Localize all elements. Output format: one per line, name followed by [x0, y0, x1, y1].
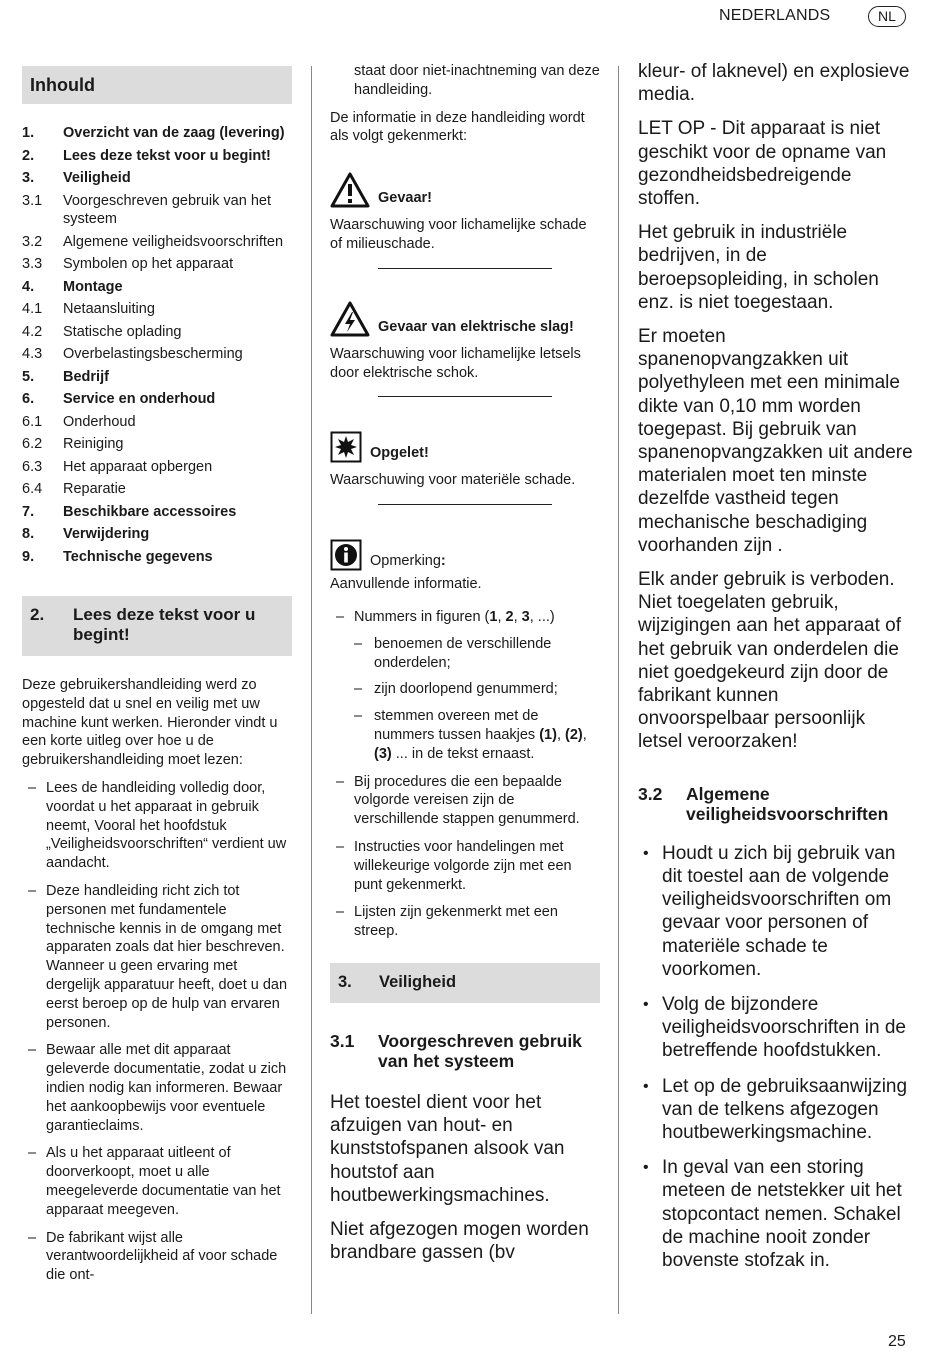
- language-badge: NL: [868, 6, 906, 27]
- toc-title: Inhould: [22, 66, 292, 104]
- toc-item-number: 6.: [22, 391, 35, 407]
- toc-item-label: Service en onderhoud: [63, 391, 216, 407]
- safety-bullets: [638, 842, 913, 1272]
- toc-item-number: 4.3: [22, 346, 43, 362]
- toc-item-number: 4.2: [22, 323, 43, 340]
- list-item: – Bij procedures die een bepaalde volgorde vereisen zijn de verschillende stappen genummerd.: [330, 773, 600, 829]
- conventions-list: [330, 608, 600, 627]
- list-item: – Als u het apparaat uitleent of doorverkoopt, moet u alle meegeleverde documentatie van het apparaat meegeven.: [22, 1144, 292, 1219]
- info-icon: [330, 539, 362, 571]
- toc-item-label: Overbelastingsbescherming: [63, 346, 243, 362]
- toc-item-number: 3.2: [22, 233, 43, 250]
- toc-item-number: 4.: [22, 278, 35, 295]
- toc-item-number: 5.: [22, 368, 35, 385]
- toc-item-number: 8.: [22, 526, 35, 542]
- paragraph: Elk ander gebruik is verboden. Niet toegelaten gebruik, wijzigingen aan het apparaat of het gebruik van onderdelen die niet goedgekeurd zijn door de fabrikant kunnen onvoorspelbaar persoonlijk letsel veroorzaken!: [638, 569, 902, 753]
- list-item: • Let op de gebruiksaanwijzing van de telkens afgezogen houtbewerkingsmachine.: [638, 1075, 913, 1145]
- toc-item-label: Reiniging: [63, 436, 124, 452]
- page-number: 25: [888, 1333, 906, 1350]
- list-item: – Instructies voor handelingen met willekeurige volgorde zijn met een punt gekenmerkt.: [330, 838, 600, 894]
- symbol-label: Gevaar!: [378, 190, 433, 207]
- section-number: 3.1: [330, 1030, 355, 1051]
- caution-burst-icon: [330, 431, 362, 463]
- symbol-electric: [330, 301, 600, 337]
- toc-item: [22, 458, 292, 477]
- electric-shock-icon: [330, 301, 370, 337]
- toc-item: [22, 323, 292, 342]
- toc-item: [22, 169, 292, 188]
- paragraph: Het gebruik in industriële bedrijven, in de beroepsopleiding, in scholen enz. is niet toegestaan.: [638, 222, 879, 313]
- toc-item: [22, 345, 292, 364]
- toc-item: [22, 192, 292, 229]
- toc-item: [22, 503, 292, 522]
- section-title: Voorgeschreven gebruik van het systeem: [378, 1030, 582, 1071]
- toc-item-label: Algemene veiligheidsvoorschriften: [63, 233, 284, 250]
- toc-item-label: Technische gegevens: [63, 548, 213, 565]
- toc-item-label: Montage: [63, 278, 123, 295]
- toc-item: [22, 390, 292, 409]
- list-item: – Bewaar alle met dit apparaat geleverde documentatie, zodat u zich indien nodig kan informeren. Bewaar het aankoopbewijs voor eventuele garantieclaims.: [22, 1041, 292, 1135]
- section-number: 3.2: [638, 783, 663, 804]
- section-3-1-heading: [330, 1031, 600, 1071]
- table-of-contents: [22, 124, 292, 566]
- symbol-label: Opgelet!: [370, 445, 429, 462]
- section-number: 2.: [30, 605, 45, 624]
- section-number: 3.: [338, 972, 352, 991]
- toc-item: [22, 525, 292, 544]
- section-3-heading: [330, 963, 600, 1003]
- paragraph: kleur- of laknevel) en explosieve media.: [638, 61, 910, 106]
- symbol-info: [330, 539, 600, 571]
- symbol-label: Gevaar van elektrische slag!: [378, 318, 574, 335]
- toc-item: [22, 255, 292, 274]
- paragraph: Er moeten spanenopvangzakken uit polyethyleen met een minimale dikte van 0,10 mm worden toegepast. Bij gebruik van spanenopvangzakken uit andere materialen moet ten minste dezelfde vastheid tegen mechanische beschadiging voorhanden zijn .: [638, 326, 913, 556]
- list-item: – benoemen de verschillende onderdelen;: [330, 635, 600, 673]
- list-item: • Volg de bijzondere veiligheidsvoorschriften in de betreffende hoofdstukken.: [638, 993, 913, 1063]
- divider: [378, 268, 552, 269]
- divider: [378, 396, 552, 397]
- toc-item-label: Voorgeschreven gebruik van het systeem: [63, 192, 271, 227]
- toc-item-label: Netaansluiting: [63, 301, 155, 317]
- toc-item-number: 6.2: [22, 436, 43, 452]
- toc-item: [22, 435, 292, 454]
- toc-item-label: Bedrijf: [63, 368, 109, 385]
- list-item: – zijn doorlopend genummerd;: [330, 680, 600, 699]
- toc-item: [22, 480, 292, 499]
- marking-intro: De informatie in deze handleiding wordt als volgt gekenmerkt:: [330, 109, 585, 145]
- toc-item-label: Overzicht van de zaag (levering): [63, 125, 285, 141]
- section-3-2-heading: [638, 784, 913, 824]
- list-item: – stemmen overeen met de nummers tussen haakjes (1), (2), (3) ... in de tekst ernaast.: [330, 707, 600, 763]
- toc-item-number: 6.1: [22, 413, 43, 430]
- column-right: [638, 60, 913, 1272]
- list-item: – Deze handleiding richt zich tot personen met fundamentele technische kennis in de omgang met apparaten zoals dat hier beschreven. Wanneer u geen ervaring met dergelijk apparatuur heeft, doet u dan eerst beroep op de hulp van ervaren personen.: [22, 882, 292, 1032]
- list-item: – De fabrikant wijst alle verantwoordelijkheid af voor schade die ont-: [22, 1229, 292, 1285]
- symbol-danger: [330, 172, 600, 208]
- toc-item-label: Veiligheid: [63, 170, 131, 186]
- toc-item-label: Onderhoud: [63, 413, 136, 430]
- toc-item: [22, 233, 292, 252]
- toc-item: [22, 368, 292, 387]
- column-left: [22, 66, 292, 1285]
- conventions-list-cont: [330, 773, 600, 941]
- list-item: – Nummers in figuren (1, 2, 3, ...): [330, 608, 600, 627]
- list-item: – Lijsten zijn gekenmerkt met een streep.: [330, 903, 600, 941]
- column-middle: [330, 62, 600, 1264]
- list-item: • In geval van een storing meteen de netstekker uit het stopcontact nemen. Schakel de machine nooit zonder bovenste stofzak in.: [638, 1156, 913, 1272]
- toc-item: [22, 278, 292, 297]
- toc-item-number: 6.4: [22, 481, 43, 497]
- paragraph: LET OP - Dit apparaat is niet geschikt voor de opname van gezondheidsbedreigende stoffen.: [638, 118, 887, 210]
- language-label: NEDERLANDS: [719, 7, 831, 24]
- toc-item-number: 7.: [22, 503, 35, 520]
- continuation-text: staat door niet-inachtneming van deze handleiding.: [354, 63, 600, 98]
- symbol-description: Aanvullende informatie.: [330, 576, 482, 593]
- conventions-sublist: [330, 635, 600, 764]
- warning-triangle-icon: [330, 172, 370, 208]
- toc-item: [22, 124, 292, 143]
- toc-item-number: 2.: [22, 147, 35, 164]
- toc-item-number: 1.: [22, 125, 35, 141]
- toc-item-label: Beschikbare accessoires: [63, 503, 237, 520]
- toc-item-label: Statische oplading: [63, 323, 182, 340]
- toc-item-label: Symbolen op het apparaat: [63, 256, 234, 272]
- toc-item: [22, 548, 292, 567]
- toc-item-label: Lees deze tekst voor u begint!: [63, 147, 271, 164]
- paragraph: Het toestel dient voor het afzuigen van hout- en kunststofspanen alsook van houtstof aan houtbewerkingsmachines.: [330, 1091, 565, 1206]
- toc-item-label: Verwijdering: [63, 526, 150, 542]
- symbol-caution: [330, 431, 600, 463]
- toc-item-number: 6.3: [22, 458, 43, 475]
- toc-item-number: 9.: [22, 548, 35, 565]
- toc-item-number: 3.3: [22, 256, 43, 272]
- symbol-label: Opmerking:: [370, 553, 446, 570]
- section-2-heading: [22, 596, 292, 656]
- symbol-description: Waarschuwing voor materiële schade.: [330, 472, 576, 489]
- divider: [378, 504, 552, 505]
- column-divider: [311, 66, 312, 1314]
- toc-item-label: Het apparaat opbergen: [63, 458, 213, 475]
- toc-item-number: 3.: [22, 170, 35, 186]
- column-divider: [618, 66, 619, 1314]
- toc-item-number: 3.1: [22, 192, 43, 209]
- section-2-intro: Deze gebruikershandleiding werd zo opgesteld dat u snel en veilig met uw machine kunt werken. Hieronder vindt u een korte uitleg over hoe u de gebruikershandleiding moet lezen:: [22, 677, 278, 769]
- list-item: – Lees de handleiding volledig door, voordat u het apparaat in gebruik neemt, Vooral het hoofdstuk „Veiligheidsvoorschriften“ verdient uw aandacht.: [22, 779, 292, 873]
- toc-item: [22, 300, 292, 319]
- section-2-bullets: [22, 779, 292, 1285]
- section-title: Lees deze tekst voor u begint!: [73, 605, 256, 644]
- section-title: Algemene veiligheidsvoorschriften: [686, 783, 889, 824]
- paragraph: Niet afgezogen mogen worden brandbare gassen (bv: [330, 1218, 589, 1264]
- toc-item-label: Reparatie: [63, 481, 126, 497]
- symbol-description: Waarschuwing voor lichamelijke schade of milieuschade.: [330, 217, 587, 252]
- toc-item: [22, 413, 292, 432]
- toc-item: [22, 147, 292, 166]
- symbol-description: Waarschuwing voor lichamelijke letsels door elektrische schok.: [330, 345, 581, 381]
- list-item: • Houdt u zich bij gebruik van dit toestel aan de volgende veiligheidsvoorschriften om gevaar voor personen of materiële schade te voorkomen.: [638, 842, 913, 981]
- toc-item-number: 4.1: [22, 301, 43, 317]
- section-title: Veiligheid: [379, 972, 457, 991]
